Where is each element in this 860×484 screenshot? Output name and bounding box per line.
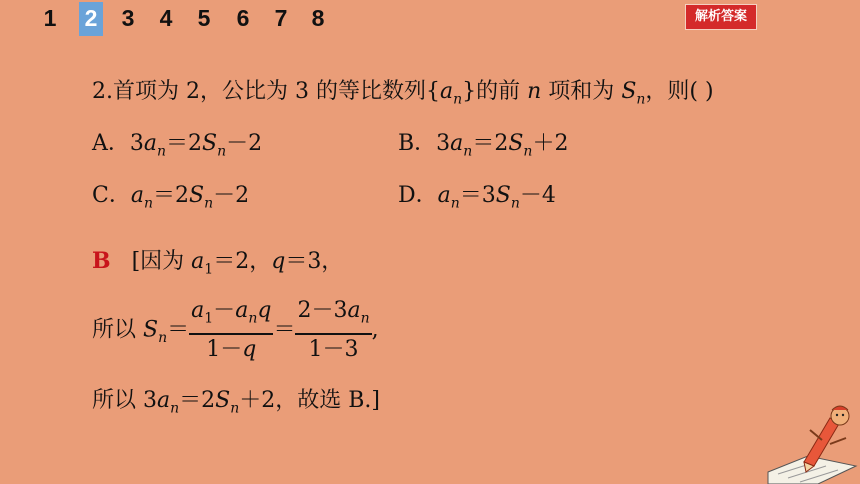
solution-text-3b: ＝2 — [179, 388, 216, 413]
option-b: B．$3a_n=2S_n+2$ — [398, 131, 569, 160]
option-c: C．$a_n=2S_n-2$ — [92, 183, 250, 212]
option-d: D．$a_n=3S_n-4$ — [398, 183, 556, 212]
answer-letter: B — [92, 248, 111, 274]
solution-text-3a: 所以 3 — [92, 388, 157, 413]
solution-line-1: B [因为 $a_1=2$，q＝3， — [92, 248, 344, 278]
option-c-label: C． — [92, 183, 131, 208]
nav-item-1[interactable]: 1 — [43, 5, 57, 31]
solution-line-2: 所以 $S_n=$ $\frac{a_1-a_nq}{1-q}$ ＝ $\frac{2-3a_n}{1-3}$ , — [92, 296, 379, 365]
option-d-label: D． — [398, 183, 438, 208]
pencil-book-illustration — [760, 400, 860, 484]
nav-item-2[interactable]: 2 — [79, 2, 103, 36]
var-n: n — [527, 79, 542, 104]
sub-n: n — [636, 91, 646, 108]
option-a: A．$3a_n=2S_n-2$ — [92, 131, 263, 160]
show-answer-button[interactable]: 解析答案 — [685, 4, 757, 30]
nav-item-6[interactable]: 6 — [236, 5, 250, 31]
sub-n: n — [453, 91, 463, 108]
nav-item-3[interactable]: 3 — [121, 5, 135, 31]
var-a: a — [439, 79, 454, 104]
nav-item-7[interactable]: 7 — [274, 5, 288, 31]
solution-text-1b: ＝2， — [213, 249, 272, 274]
question-text-part2: }的前 — [462, 79, 528, 104]
nav-item-4[interactable]: 4 — [159, 5, 173, 31]
question-text-part1: 首项为 2，公比为 3 的等比数列{ — [113, 79, 440, 104]
question-text-part3: 项和为 — [541, 79, 622, 104]
solution-line-3: 所以 $3a_n=2S_n+2$，故选 B.] — [92, 388, 380, 417]
fraction-2: $\frac{2-3a_n}{1-3}$ — [297, 298, 370, 363]
solution-text-2: 所以 — [92, 317, 143, 343]
question-text — [92, 74, 714, 107]
solution-text-3c: ＋2，故选 B.] — [239, 388, 380, 413]
nav-item-5[interactable]: 5 — [197, 5, 211, 31]
solution-text-1c: ＝3， — [285, 249, 344, 274]
question-number: 2. — [92, 79, 113, 104]
fraction-1: $\frac{a_1-a_nq}{1-q}$ — [191, 298, 272, 363]
var-S: S — [621, 79, 637, 104]
var-q: q — [271, 249, 286, 274]
solution-text-1a: [因为 — [131, 249, 192, 274]
option-b-label: B． — [398, 131, 437, 156]
question-text-part4: ，则( ) — [645, 79, 714, 104]
option-a-label: A． — [92, 131, 130, 156]
nav-item-8[interactable]: 8 — [311, 5, 325, 31]
